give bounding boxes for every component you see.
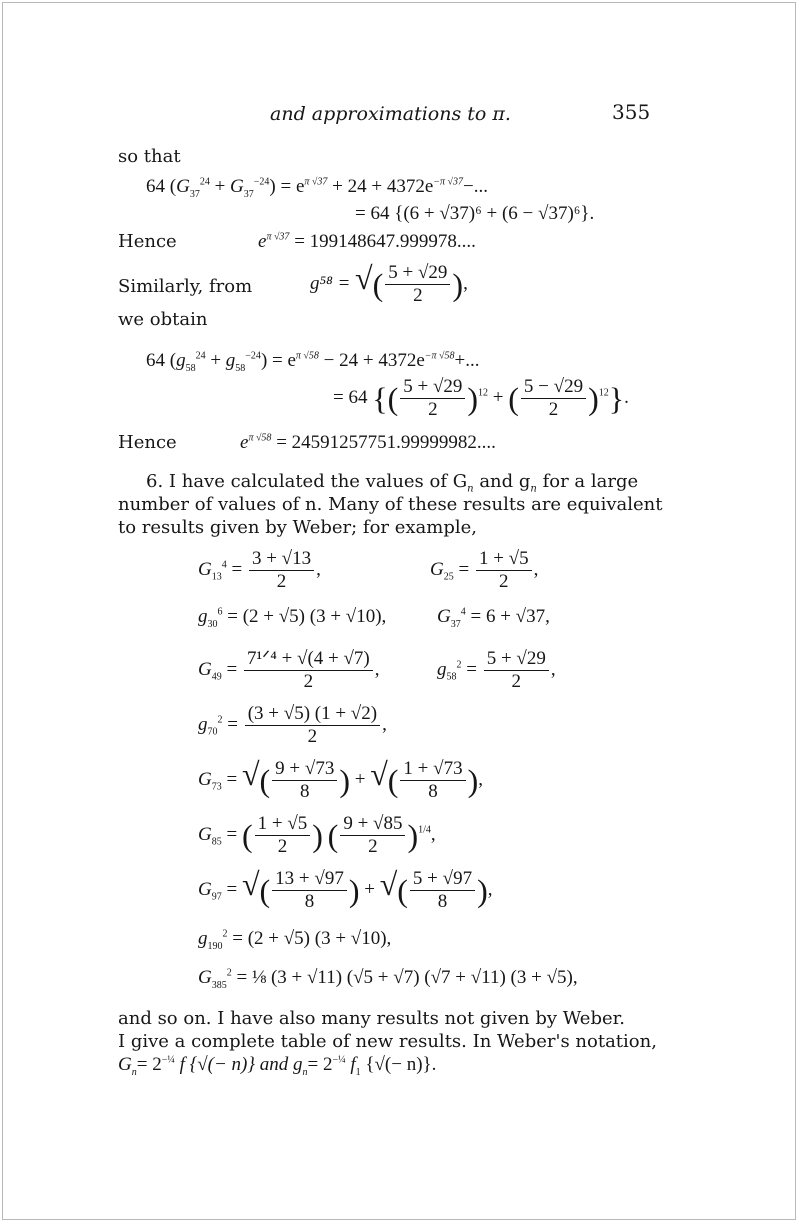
example-g190: $g_{190}^2 = (2 + √5) (3 + √10)$, [198,928,392,952]
text-we-obtain: we obtain [118,309,208,330]
example-G73: $G_{73}$ = √( $\frac{9 + √73}{8}$ ) + √( $\frac{1 + √73}{8}$ ), [198,755,483,802]
example-G13: $G_{13}^4$ = $\frac{3 + √13}{2}$ , [198,548,321,592]
example-g58: $g_{58}^2$ = $\frac{5 + √29}{2}$ , [437,648,556,692]
closing-line-1: and so on. I have also many results not given by Weber. [118,1008,625,1029]
example-G37: $G_{37}^4 = 6 + √37$, [437,606,550,630]
paragraph-6-line-3: to results given by Weber; for example, [118,517,477,538]
example-G49: $G_{49}$ = $\frac{\text{7¹ᐟ⁴ + √(4 + √7)}}{2}$ , [198,648,380,692]
equation-1-rhs: = 64 {(6 + √37)⁶ + (6 − √37)⁶}. [355,203,595,224]
running-header-title: and approximations to π. [270,103,511,125]
example-G97: $G_{97}$ = √( $\frac{13 + √97}{8}$ ) + √( $\frac{5 + √97}{8}$ ), [198,865,493,912]
equation-2-lhs: 64 $(g_{58}^{24} + g_{58}^{-24}) = e^{\pi √58} - 24 + 4372e^{-\pi √58}+$... [146,350,480,374]
example-g30: $g_{30}^6 = (2 + √5) (3 + √10)$, [198,606,387,630]
text-hence-2: Hence [118,432,177,453]
page-number: 355 [612,100,651,124]
text-similarly-from: Similarly, from [118,276,253,297]
example-G385: $G_{385}^2$ = ⅛ (3 + √11) (√5 + √7) (√7 + √11) (3 + √5), [198,967,578,991]
paragraph-6-line-1: 6. I have calculated the values of $G_n$ and $g_n$ for a large [146,471,639,495]
equation-2-rhs: = 64 {( $\frac{5 + √29}{2}$ )$^{12}$ + ( $\frac{5 - √29}{2}$ )$^{12}$}. [333,376,629,420]
text-hence-1: Hence [118,231,177,252]
equation-hence-2: $e^{\pi √58} = 24591257751.99999982$.... [240,432,496,453]
equation-1-lhs: 64 $(G_{37}^{24} + G_{37}^{-24}) = e^{\pi √37} + 24 + 4372e^{-\pi √37}-$... [146,176,488,200]
equation-hence-1: $e^{\pi √37} = 199148647.999978$.... [258,231,476,252]
closing-line-3: $G_n= 2^{-\frac{1}{4}}$ f {√(− n)} and $g_n= 2^{-\frac{1}{4}}$ $f_1$ {√(− n)}. [118,1054,437,1078]
paragraph-6-line-2: number of values of n. Many of these results are equivalent [118,494,663,515]
closing-line-2: I give a complete table of new results. In Weber's notation, [118,1031,657,1052]
example-G25: $G_{25}$ = $\frac{1 + √5}{2}$ , [430,548,539,592]
text-so-that: so that [118,146,181,167]
example-g70: $g_{70}^2$ = $\frac{(3 + √5) (1 + √2)}{2}$ , [198,703,387,747]
equation-g58-sixth: g⁵⁸ = √( $\frac{5 + √29}{2}$ ), [310,259,468,306]
example-G85: $G_{85}$ = ( $\frac{1 + √5}{2}$ ) ( $\frac{9 + √85}{2}$ )$^{1/4}$, [198,813,436,857]
